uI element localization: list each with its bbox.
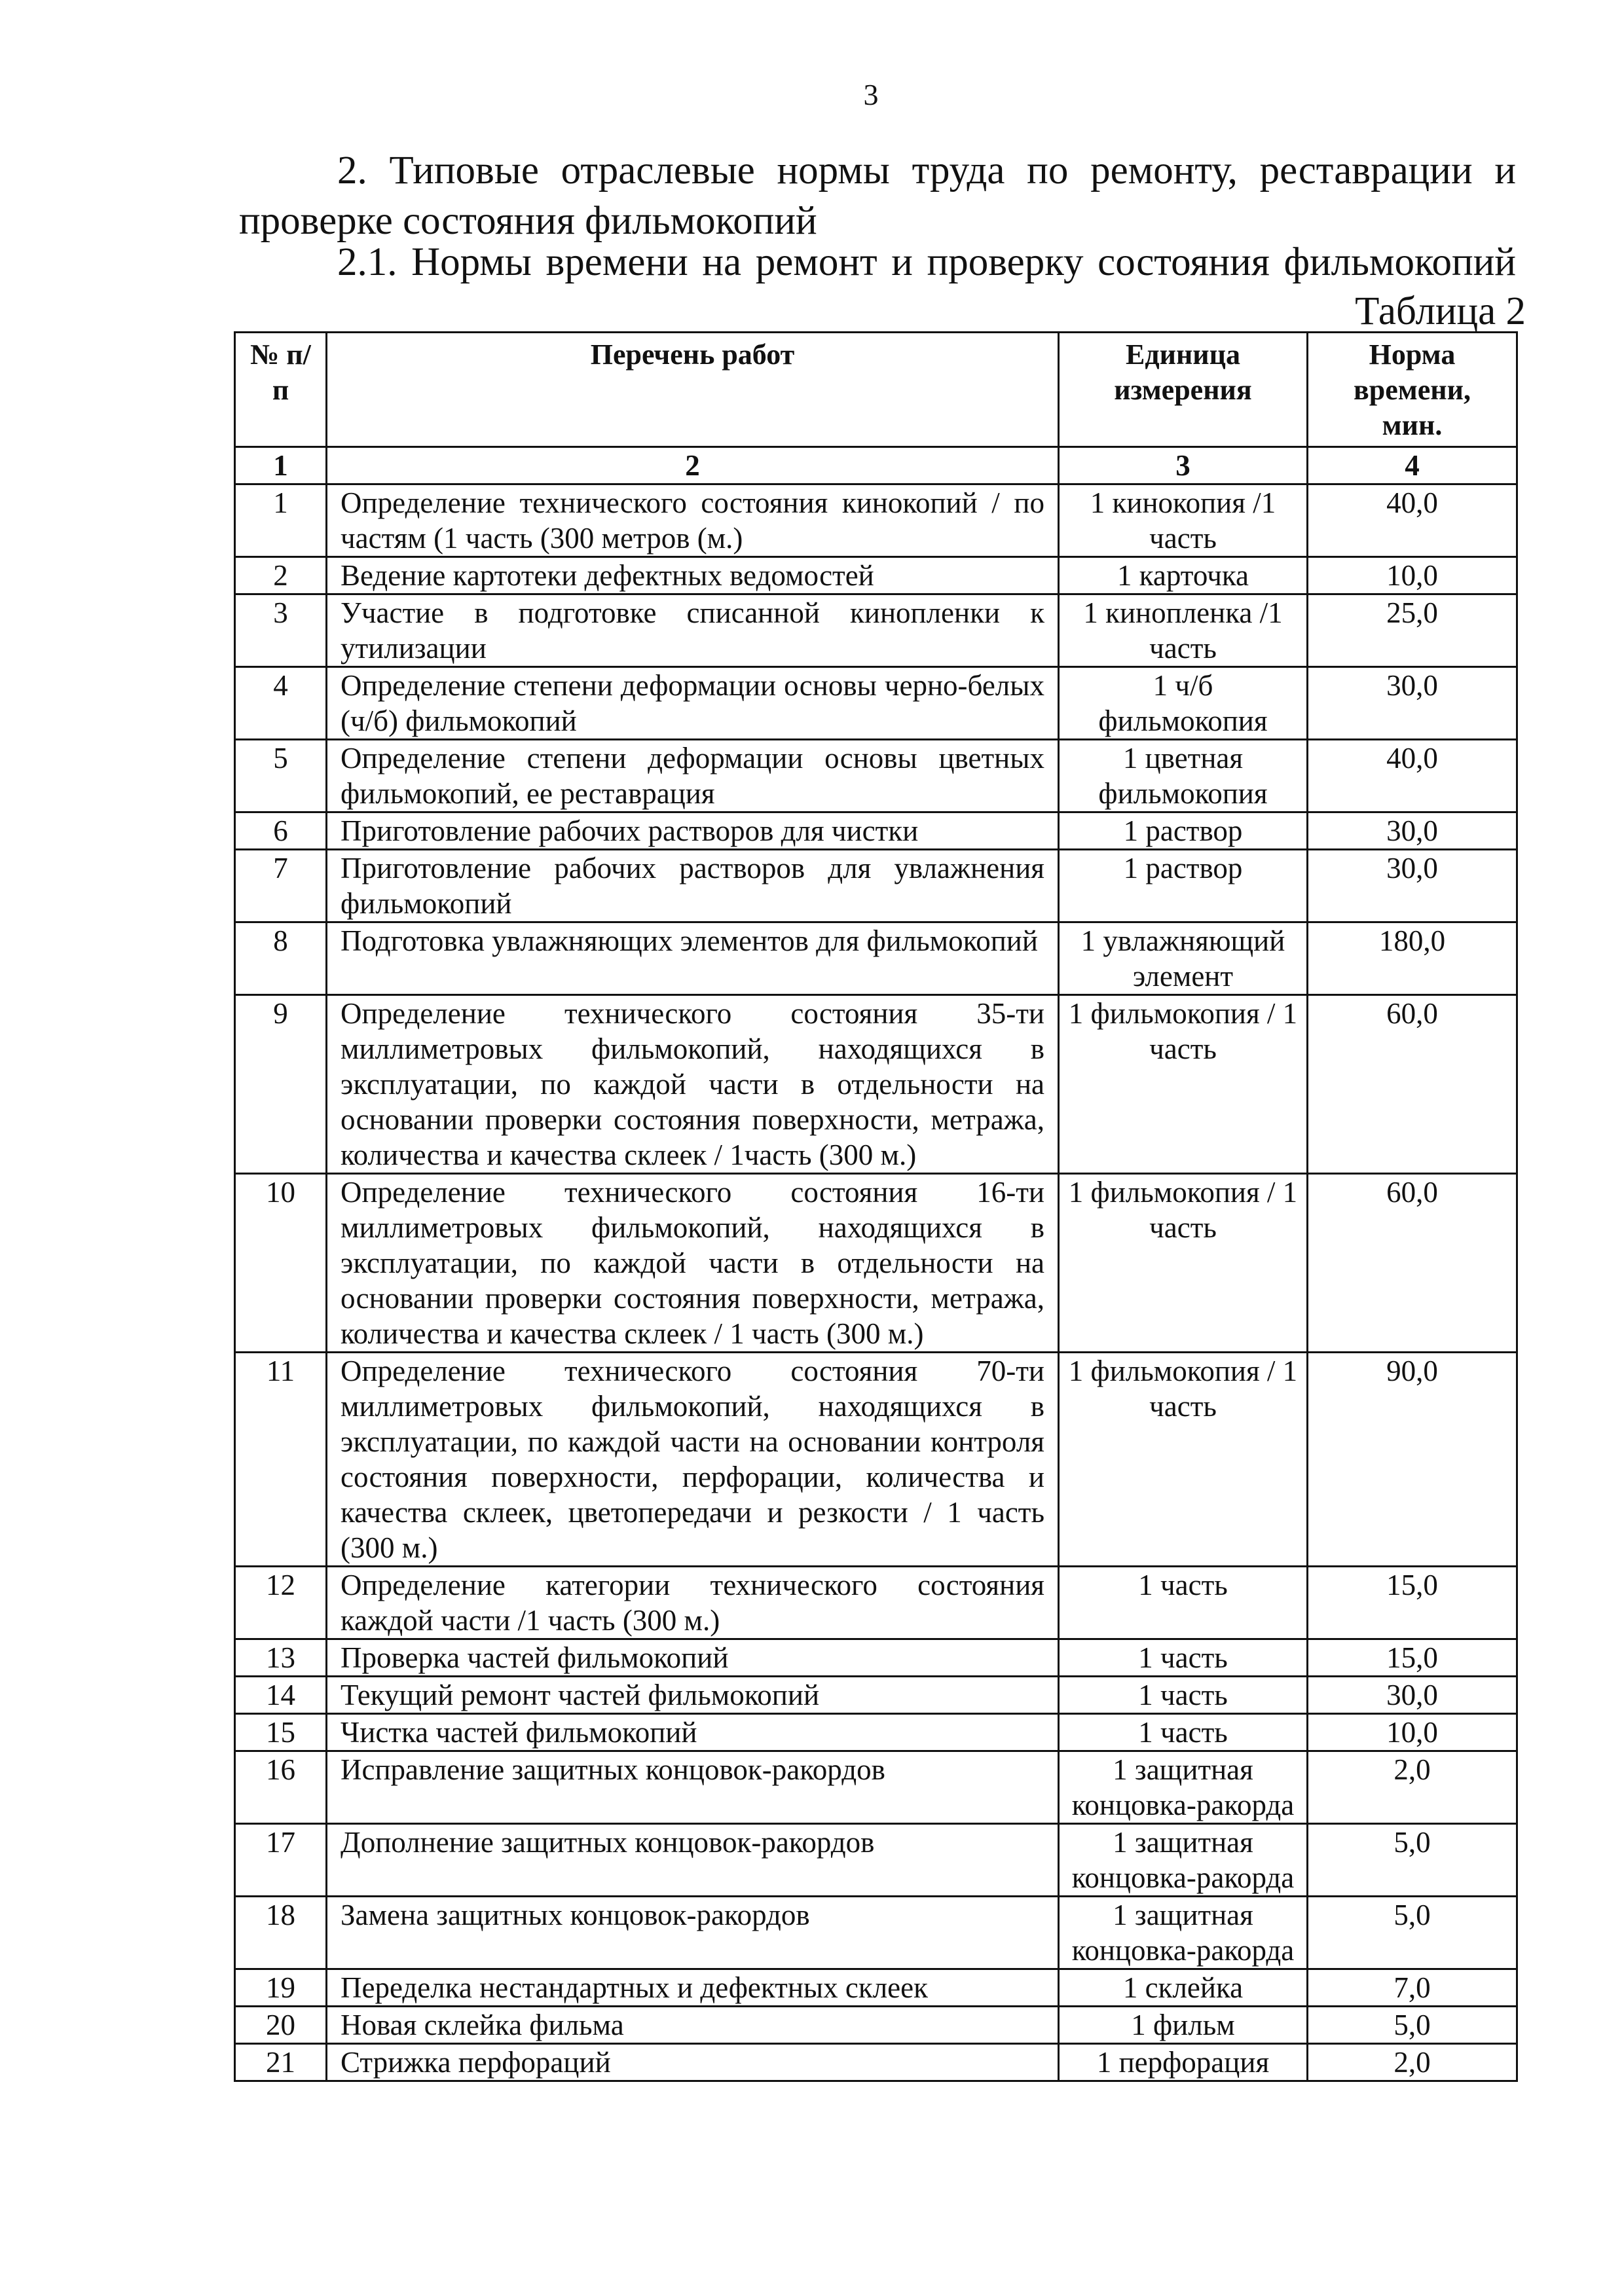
row-unit: 1 увлажняющий элемент — [1059, 922, 1308, 995]
table-row — [235, 812, 1517, 850]
row-time-norm: 10,0 — [1308, 1714, 1517, 1751]
row-number: 4 — [235, 667, 327, 740]
row-work-description: Чистка частей фильмокопий — [327, 1714, 1059, 1751]
row-unit: 1 часть — [1059, 1714, 1308, 1751]
norms-table-body — [235, 484, 1517, 2081]
row-work-description: Определение технического состояния 35-ти миллиметровых фильмокопий, находящихся в эксплуатации, по каждой части в отдельности на основании проверки состояния поверхности, метража, количества и качества склеек / 1часть (300 м.) — [327, 995, 1059, 1174]
row-number: 8 — [235, 922, 327, 995]
row-time-norm: 30,0 — [1308, 1677, 1517, 1714]
table-row — [235, 557, 1517, 594]
row-number: 11 — [235, 1353, 327, 1567]
row-work-description: Новая склейка фильма — [327, 2007, 1059, 2044]
row-time-norm: 30,0 — [1308, 667, 1517, 740]
row-work-description: Определение степени деформации основы черно-белых (ч/б) фильмокопий — [327, 667, 1059, 740]
header-norm: Норма времени, мин. — [1308, 333, 1517, 447]
row-time-norm: 90,0 — [1308, 1353, 1517, 1567]
row-unit: 1 фильмокопия / 1 часть — [1059, 1174, 1308, 1353]
row-unit: 1 кинопленка /1 часть — [1059, 594, 1308, 667]
row-number: 10 — [235, 1174, 327, 1353]
row-unit: 1 карточка — [1059, 557, 1308, 594]
column-number: 2 — [327, 447, 1059, 484]
page-number: 3 — [863, 78, 879, 111]
row-time-norm: 40,0 — [1308, 740, 1517, 812]
row-number: 21 — [235, 2044, 327, 2081]
row-number: 13 — [235, 1639, 327, 1677]
row-unit: 1 кинокопия /1 часть — [1059, 484, 1308, 557]
row-time-norm: 2,0 — [1308, 1751, 1517, 1824]
table-row — [235, 1751, 1517, 1824]
row-number: 12 — [235, 1567, 327, 1639]
row-unit: 1 ч/б фильмокопия — [1059, 667, 1308, 740]
table-row — [235, 1677, 1517, 1714]
header-work: Перечень работ — [327, 333, 1059, 447]
row-unit: 1 фильмокопия / 1 часть — [1059, 1353, 1308, 1567]
row-number: 14 — [235, 1677, 327, 1714]
table-row — [235, 1824, 1517, 1897]
row-work-description: Приготовление рабочих растворов для чистки — [327, 812, 1059, 850]
table-caption: Таблица 2 — [1355, 289, 1526, 333]
row-work-description: Дополнение защитных концовок-ракордов — [327, 1824, 1059, 1897]
row-time-norm: 15,0 — [1308, 1567, 1517, 1639]
row-number: 5 — [235, 740, 327, 812]
row-work-description: Текущий ремонт частей фильмокопий — [327, 1677, 1059, 1714]
column-number: 1 — [235, 447, 327, 484]
row-unit: 1 цветная фильмокопия — [1059, 740, 1308, 812]
row-work-description: Ведение картотеки дефектных ведомостей — [327, 557, 1059, 594]
row-time-norm: 2,0 — [1308, 2044, 1517, 2081]
row-unit: 1 защитная концовка-ракорда — [1059, 1751, 1308, 1824]
row-time-norm: 5,0 — [1308, 1897, 1517, 1969]
column-number: 4 — [1308, 447, 1517, 484]
row-time-norm: 180,0 — [1308, 922, 1517, 995]
row-time-norm: 15,0 — [1308, 1639, 1517, 1677]
table-row — [235, 995, 1517, 1174]
column-number: 3 — [1059, 447, 1308, 484]
row-number: 1 — [235, 484, 327, 557]
row-number: 17 — [235, 1824, 327, 1897]
row-work-description: Стрижка перфораций — [327, 2044, 1059, 2081]
row-time-norm: 30,0 — [1308, 850, 1517, 922]
row-time-norm: 60,0 — [1308, 1174, 1517, 1353]
row-unit: 1 фильм — [1059, 2007, 1308, 2044]
row-number: 3 — [235, 594, 327, 667]
header-number: № п/п — [235, 333, 327, 447]
table-row — [235, 1639, 1517, 1677]
table-row — [235, 2044, 1517, 2081]
table-row — [235, 922, 1517, 995]
table-row — [235, 1897, 1517, 1969]
row-number: 20 — [235, 2007, 327, 2044]
row-unit: 1 раствор — [1059, 812, 1308, 850]
row-number: 19 — [235, 1969, 327, 2007]
row-time-norm: 40,0 — [1308, 484, 1517, 557]
table-row — [235, 1567, 1517, 1639]
row-number: 7 — [235, 850, 327, 922]
table-row — [235, 1969, 1517, 2007]
table-header-row — [235, 333, 1517, 447]
column-number-row — [235, 447, 1517, 484]
row-time-norm: 25,0 — [1308, 594, 1517, 667]
row-unit: 1 часть — [1059, 1677, 1308, 1714]
row-work-description: Приготовление рабочих растворов для увлажнения фильмокопий — [327, 850, 1059, 922]
table-row — [235, 850, 1517, 922]
row-time-norm: 60,0 — [1308, 995, 1517, 1174]
row-unit: 1 защитная концовка-ракорда — [1059, 1824, 1308, 1897]
section-heading: 2. Типовые отраслевые нормы труда по ремонту, реставрации и проверке состояния фильмокопий — [239, 149, 1516, 243]
table-row — [235, 484, 1517, 557]
row-time-norm: 5,0 — [1308, 2007, 1517, 2044]
row-work-description: Замена защитных концовок-ракордов — [327, 1897, 1059, 1969]
row-time-norm: 30,0 — [1308, 812, 1517, 850]
row-unit: 1 часть — [1059, 1567, 1308, 1639]
row-work-description: Подготовка увлажняющих элементов для фильмокопий — [327, 922, 1059, 995]
row-unit: 1 фильмокопия / 1 часть — [1059, 995, 1308, 1174]
table-row — [235, 594, 1517, 667]
row-work-description: Определение технического состояния 70-ти миллиметровых фильмокопий, находящихся в эксплуатации, по каждой части на основании контроля состояния поверхности, перфорации, количества и качества склеек, цветопередачи и резкости / 1 часть (300 м.) — [327, 1353, 1059, 1567]
row-number: 6 — [235, 812, 327, 850]
table-row — [235, 2007, 1517, 2044]
table-row — [235, 740, 1517, 812]
row-unit: 1 защитная концовка-ракорда — [1059, 1897, 1308, 1969]
row-unit: 1 склейка — [1059, 1969, 1308, 2007]
row-work-description: Определение категории технического состояния каждой части /1 часть (300 м.) — [327, 1567, 1059, 1639]
row-number: 2 — [235, 557, 327, 594]
row-work-description: Исправление защитных концовок-ракордов — [327, 1751, 1059, 1824]
row-number: 16 — [235, 1751, 327, 1824]
row-number: 15 — [235, 1714, 327, 1751]
row-time-norm: 10,0 — [1308, 557, 1517, 594]
row-number: 9 — [235, 995, 327, 1174]
row-work-description: Переделка нестандартных и дефектных склеек — [327, 1969, 1059, 2007]
row-unit: 1 перфорация — [1059, 2044, 1308, 2081]
header-unit: Единица измерения — [1059, 333, 1308, 447]
table-row — [235, 1174, 1517, 1353]
row-work-description: Участие в подготовке списанной кинопленки к утилизации — [327, 594, 1059, 667]
table-row — [235, 667, 1517, 740]
table-row — [235, 1353, 1517, 1567]
row-time-norm: 5,0 — [1308, 1824, 1517, 1897]
row-work-description: Определение технического состояния кинокопий / по частям (1 часть (300 метров (м.) — [327, 484, 1059, 557]
subsection-heading: 2.1. Нормы времени на ремонт и проверку состояния фильмокопий — [337, 240, 1516, 284]
row-unit: 1 часть — [1059, 1639, 1308, 1677]
row-number: 18 — [235, 1897, 327, 1969]
row-work-description: Проверка частей фильмокопий — [327, 1639, 1059, 1677]
row-work-description: Определение технического состояния 16-ти миллиметровых фильмокопий, находящихся в эксплуатации, по каждой части в отдельности на основании проверки состояния поверхности, метража, количества и качества склеек / 1 часть (300 м.) — [327, 1174, 1059, 1353]
table-row — [235, 1714, 1517, 1751]
norms-table — [234, 331, 1518, 2082]
row-time-norm: 7,0 — [1308, 1969, 1517, 2007]
row-work-description: Определение степени деформации основы цветных фильмокопий, ее реставрация — [327, 740, 1059, 812]
row-unit: 1 раствор — [1059, 850, 1308, 922]
